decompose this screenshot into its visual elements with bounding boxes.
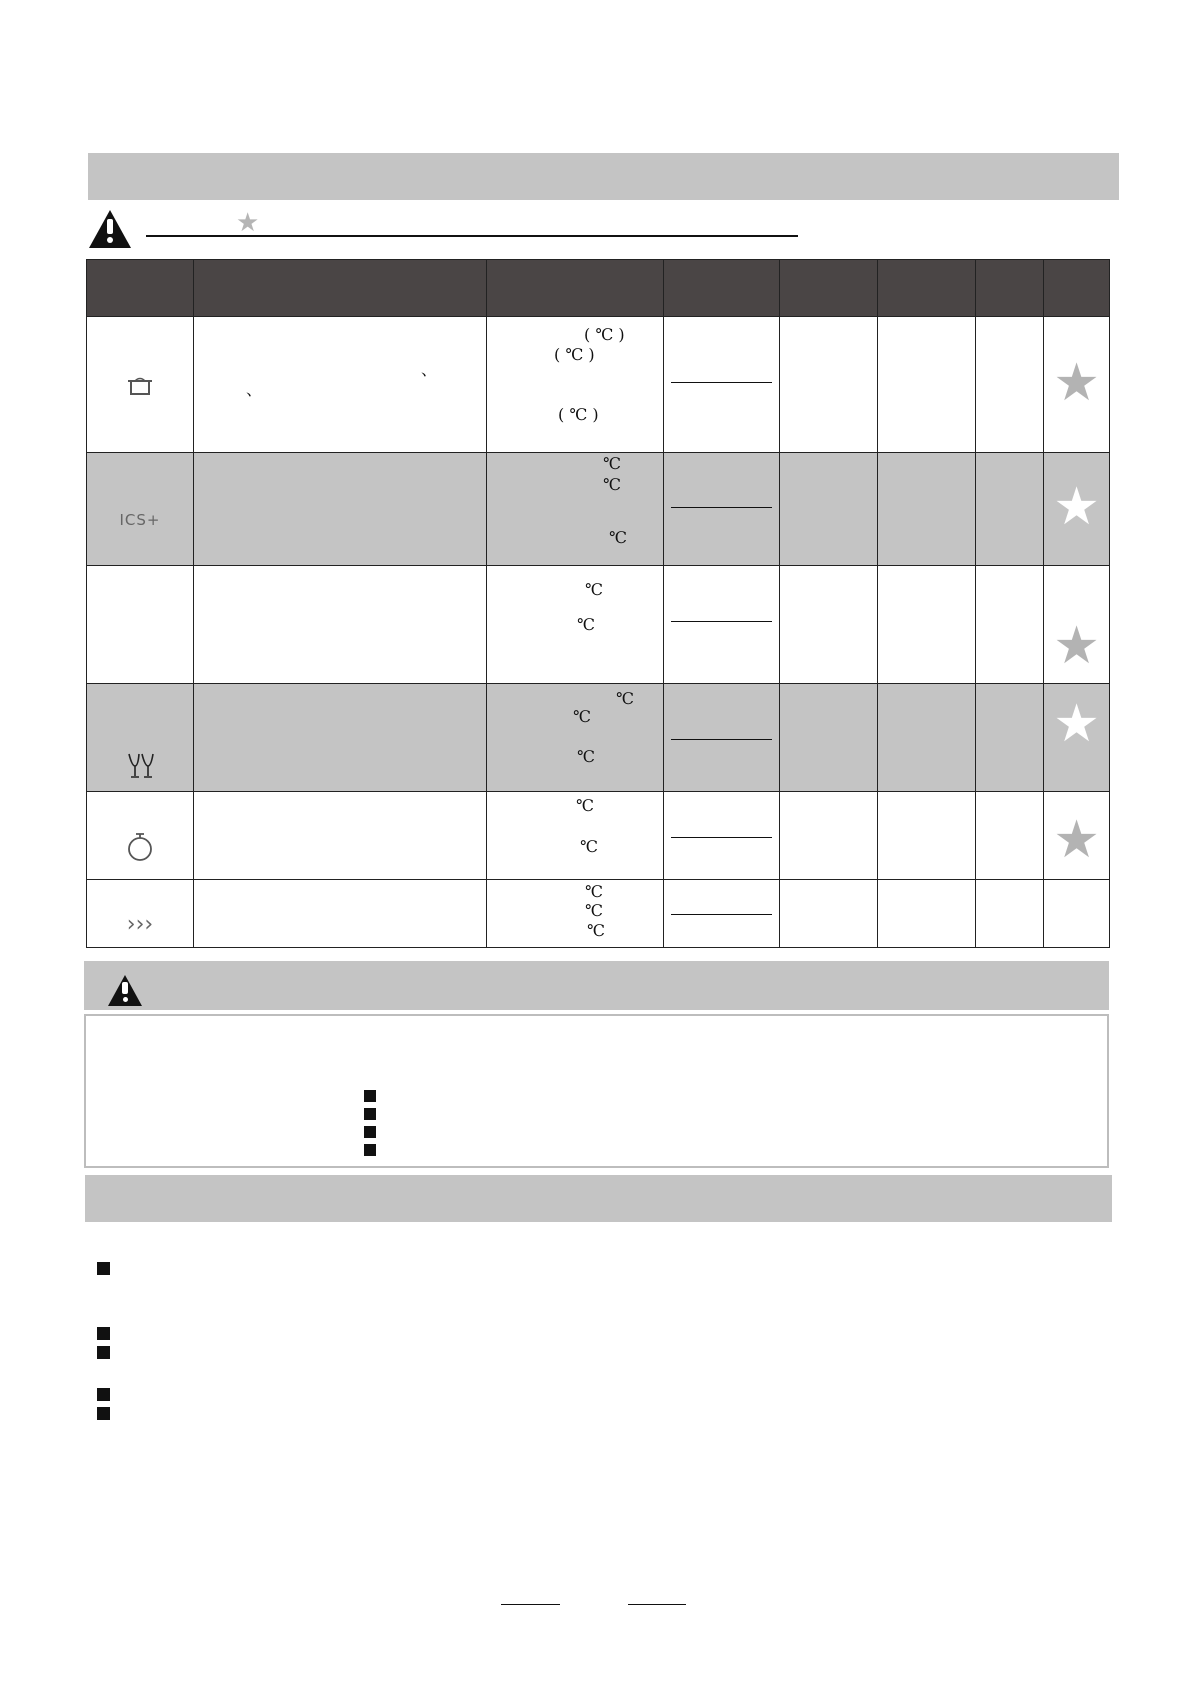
value-cell bbox=[878, 566, 976, 684]
value-cell bbox=[878, 453, 976, 566]
test-program-cell bbox=[1044, 453, 1110, 566]
blank-line bbox=[671, 739, 772, 740]
temp-value: ℃ bbox=[576, 796, 594, 815]
table-header-row bbox=[87, 260, 1110, 317]
program-table bbox=[86, 259, 1110, 948]
temperature-cell bbox=[487, 317, 664, 453]
warning-content-box bbox=[84, 1014, 1109, 1168]
bullet-icon bbox=[97, 1262, 110, 1275]
timer-icon bbox=[127, 832, 153, 862]
program-icon-cell bbox=[87, 684, 194, 792]
section-header-bar bbox=[88, 153, 1119, 200]
test-program-cell bbox=[1044, 880, 1110, 948]
value-cell bbox=[664, 566, 780, 684]
pot-icon bbox=[127, 377, 153, 397]
blank-line bbox=[671, 382, 772, 383]
description-cell bbox=[194, 880, 487, 948]
star-icon: ★ bbox=[1053, 810, 1100, 870]
temperature-cell bbox=[487, 453, 664, 566]
header-cell bbox=[487, 260, 664, 317]
header-cell bbox=[780, 260, 878, 317]
value-cell bbox=[878, 317, 976, 453]
value-cell bbox=[664, 880, 780, 948]
warning-icon bbox=[89, 210, 131, 248]
value-cell bbox=[976, 566, 1044, 684]
bullet-icon bbox=[364, 1126, 376, 1138]
description-mark: 、 bbox=[421, 360, 438, 379]
bullet-icon bbox=[364, 1090, 376, 1102]
temp-value: ℃ bbox=[585, 882, 603, 901]
note-underline bbox=[146, 235, 798, 237]
temp-value: ℃ bbox=[573, 707, 591, 726]
value-cell bbox=[976, 880, 1044, 948]
blank-line bbox=[671, 914, 772, 915]
value-cell bbox=[976, 792, 1044, 880]
bullet-icon bbox=[364, 1144, 376, 1156]
temp-value: ℃ bbox=[616, 689, 634, 708]
glass-icon bbox=[127, 752, 155, 780]
bullet-icon bbox=[97, 1407, 110, 1420]
blank-line bbox=[671, 837, 772, 838]
rapid-icon: ››› bbox=[126, 912, 154, 937]
test-program-cell bbox=[1044, 792, 1110, 880]
table-row bbox=[87, 317, 1110, 453]
test-program-cell bbox=[1044, 684, 1110, 792]
temp-value: ℃ bbox=[585, 901, 603, 920]
description-cell bbox=[194, 453, 487, 566]
temp-value: ℃ bbox=[585, 580, 603, 599]
value-cell bbox=[878, 880, 976, 948]
temp-value: ℃ bbox=[609, 528, 627, 547]
value-cell bbox=[878, 684, 976, 792]
blank-line bbox=[671, 507, 772, 508]
temperature-cell bbox=[487, 792, 664, 880]
star-icon: ★ bbox=[1053, 616, 1100, 676]
info-bar bbox=[85, 1175, 1112, 1222]
value-cell bbox=[780, 566, 878, 684]
value-cell bbox=[664, 684, 780, 792]
temp-value: ℃ bbox=[577, 747, 595, 766]
value-cell bbox=[976, 684, 1044, 792]
header-cell bbox=[87, 260, 194, 317]
ics-plus-icon: ICS+ bbox=[119, 511, 161, 529]
value-cell bbox=[976, 453, 1044, 566]
description-cell bbox=[194, 684, 487, 792]
temp-value: ( ℃ ) bbox=[554, 345, 595, 364]
program-icon-cell bbox=[87, 317, 194, 453]
value-cell bbox=[878, 792, 976, 880]
description-cell bbox=[194, 792, 487, 880]
test-program-cell bbox=[1044, 566, 1110, 684]
value-cell bbox=[780, 880, 878, 948]
page-number-line bbox=[501, 1604, 560, 1605]
header-cell bbox=[878, 260, 976, 317]
description-mark: 、 bbox=[246, 380, 263, 399]
program-icon-cell bbox=[87, 880, 194, 948]
bullet-icon bbox=[97, 1346, 110, 1359]
warning-icon bbox=[108, 975, 142, 1006]
note-star-icon: ★ bbox=[236, 208, 260, 238]
bullet-icon bbox=[97, 1388, 110, 1401]
bullet-icon bbox=[97, 1327, 110, 1340]
description-cell bbox=[194, 566, 487, 684]
temp-value: ℃ bbox=[577, 615, 595, 634]
description-cell bbox=[194, 317, 487, 453]
table-row bbox=[87, 566, 1110, 684]
temp-value: ( ℃ ) bbox=[558, 405, 599, 424]
value-cell bbox=[780, 684, 878, 792]
blank-line bbox=[671, 621, 772, 622]
temperature-cell bbox=[487, 684, 664, 792]
program-icon-cell bbox=[87, 792, 194, 880]
header-cell bbox=[194, 260, 487, 317]
value-cell bbox=[780, 453, 878, 566]
temperature-cell bbox=[487, 566, 664, 684]
value-cell bbox=[664, 792, 780, 880]
value-cell bbox=[976, 317, 1044, 453]
temp-value: ( ℃ ) bbox=[584, 325, 625, 344]
test-program-cell bbox=[1044, 317, 1110, 453]
table-row bbox=[87, 792, 1110, 880]
header-cell bbox=[976, 260, 1044, 317]
value-cell bbox=[780, 792, 878, 880]
header-cell bbox=[664, 260, 780, 317]
temp-value: ℃ bbox=[603, 475, 621, 494]
bullet-icon bbox=[364, 1108, 376, 1120]
temperature-cell bbox=[487, 880, 664, 948]
temp-value: ℃ bbox=[603, 454, 621, 473]
star-icon: ★ bbox=[1053, 694, 1100, 754]
header-cell bbox=[1044, 260, 1110, 317]
temp-value: ℃ bbox=[587, 921, 605, 940]
program-icon-cell bbox=[87, 453, 194, 566]
table-row bbox=[87, 880, 1110, 948]
star-icon: ★ bbox=[1053, 353, 1100, 413]
value-cell bbox=[780, 317, 878, 453]
value-cell bbox=[664, 453, 780, 566]
table-row bbox=[87, 453, 1110, 566]
page-number-line bbox=[628, 1604, 686, 1605]
value-cell bbox=[664, 317, 780, 453]
table-row bbox=[87, 684, 1110, 792]
temp-value: ℃ bbox=[580, 837, 598, 856]
program-icon-cell bbox=[87, 566, 194, 684]
warning-bar bbox=[84, 961, 1109, 1010]
star-icon: ★ bbox=[1053, 477, 1100, 537]
